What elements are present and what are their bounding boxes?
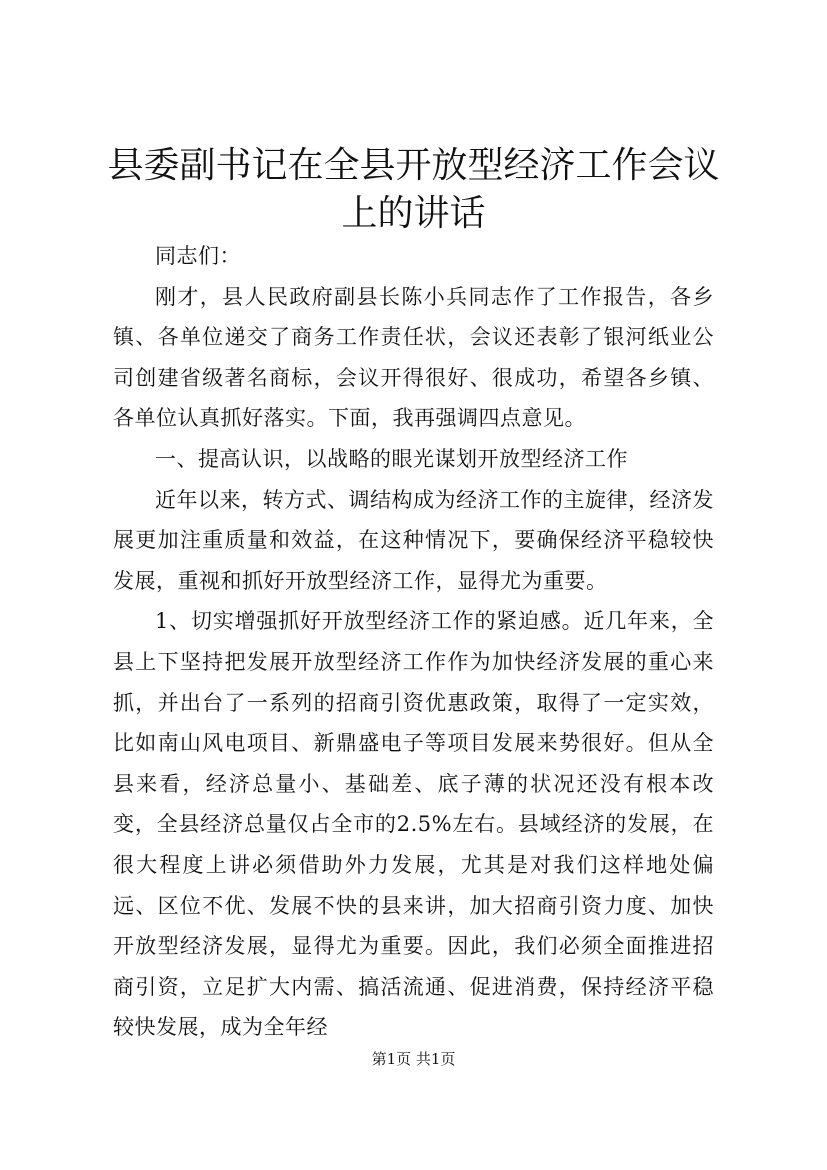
page-number-footer: 第1页 共1页 bbox=[371, 1050, 456, 1068]
paragraph-opening: 刚才，县人民政府副县长陈小兵同志作了工作报告，各乡镇、各单位递交了商务工作责任状，会议还表彰了银河纸业公司创建省级著名商标，会议开得很好、很成功，希望各乡镇、各单位认真抓好落实。下面，我再强调四点意见。 bbox=[113, 284, 714, 431]
salutation: 同志们： bbox=[155, 244, 241, 268]
document-title: 县委副书记在全县开放型经济工作会议上的讲话 bbox=[107, 145, 720, 234]
paragraph-point-1: 1、切实增强抓好开放型经济工作的紧迫感。近几年来，全县上下坚持把发展开放型经济工作作为加快经济发展的重心来抓，并出台了一系列的招商引资优惠政策，取得了一定实效，比如南山风电项目、新鼎盛电子等项目发展来势很好。但从全县来看，经济总量小、基础差、底子薄的状况还没有根本改变，全县经济总量仅占全市的2.5%左右。县域经济的发展，在很大程度上讲必须借助外力发展，尤其是对我们这样地处偏远、区位不优、发展不快的县来讲，加大招商引资力度、加快开放型经济发展，显得尤为重要。因此，我们必须全面推进招商引资，立足扩大内需、搞活流通、促进消费，保持经济平稳较快发展，成为全年经 bbox=[113, 609, 714, 1040]
paragraph-background: 近年以来，转方式、调结构成为经济工作的主旋律，经济发展更加注重质量和效益，在这种情况下，要确保经济平稳较快发展，重视和抓好开放型经济工作，显得尤为重要。 bbox=[113, 487, 714, 593]
document-body bbox=[113, 236, 714, 1048]
section-heading-1: 一、提高认识，以战略的眼光谋划开放型经济工作 bbox=[155, 446, 628, 471]
